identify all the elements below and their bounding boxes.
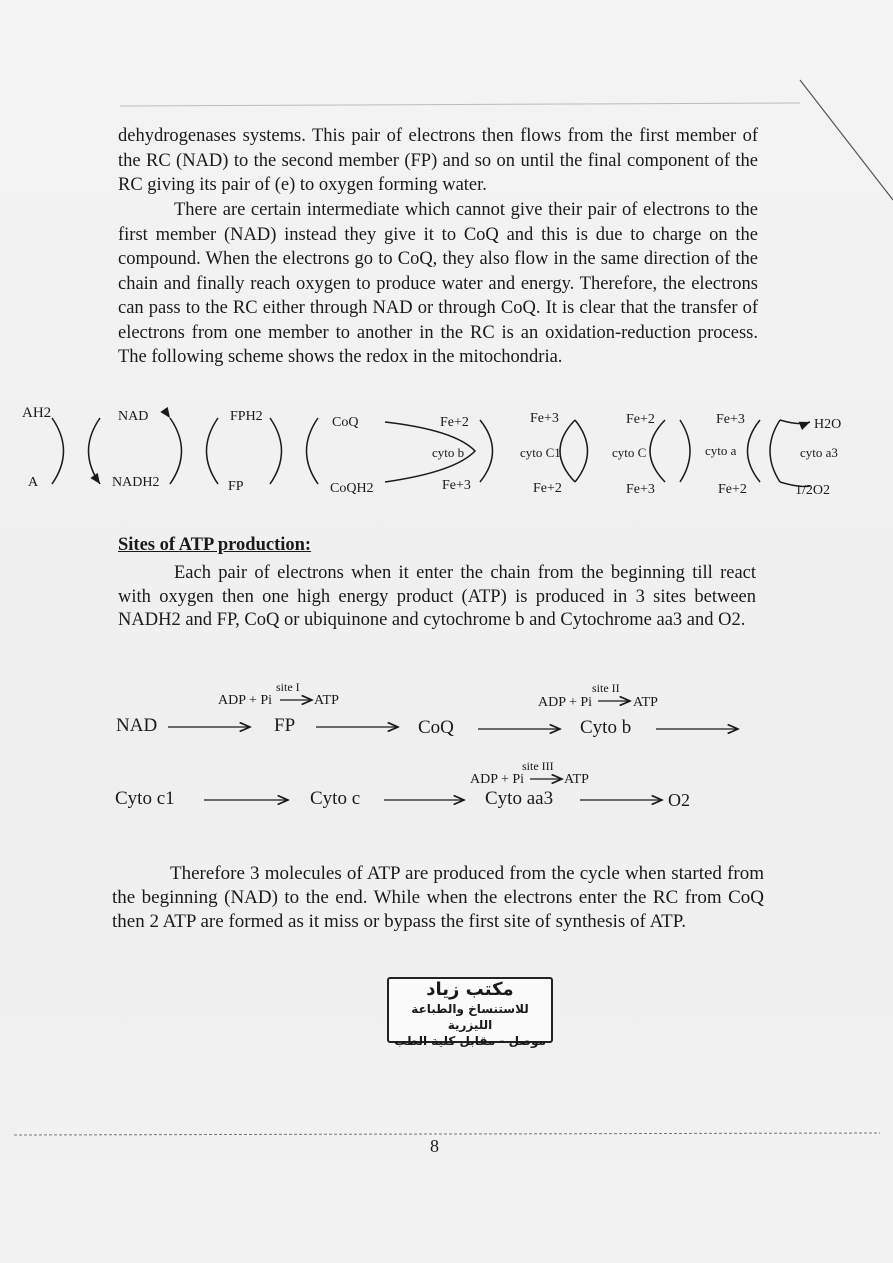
atp-sites-heading: Sites of ATP production: [118,535,312,555]
scheme-label-top: H2O [814,417,842,432]
chain-node: Cyto c [310,788,361,809]
scheme-label-bottom: Fe+2 [533,481,562,496]
scheme-label-top: Fe+2 [440,415,469,430]
scheme-label-top: NAD [118,409,149,424]
scheme-label-bottom: FP [228,479,244,494]
scheme-label-middle: cyto C [612,445,647,460]
paragraph-intermediates: There are certain intermediate which cannot give their pair of electrons to the first member (NAD) instead they give it to CoQ and this is due to charge on the compound. When the electrons go to CoQ, they also flow in the same direction of the chain and finally reach oxygen to produce water and energy. Therefore, the electrons can pass to the RC either through NAD or through CoQ. It is clear that the transfer of electrons from one member to another in the RC is an oxidation-reduction process. The following scheme shows the redox in the mitochondria. [118,200,758,367]
scheme-label-bottom: NADH2 [112,475,160,490]
print-shop-stamp [387,977,553,1048]
site-reaction-right: ATP [564,772,589,787]
site-reaction-right: ATP [633,695,658,710]
site-reaction-left: ADP + Pi [218,693,273,708]
scheme-label-top: Fe+2 [626,412,655,427]
scheme-label-bottom: A [28,475,39,490]
scheme-label-bottom: Fe+3 [626,482,655,497]
chain-node: NAD [116,715,158,736]
scheme-label-middle: cyto b [432,445,465,460]
scheme-label-top: AH2 [22,405,52,421]
site-reaction-left: ADP + Pi [470,772,525,787]
site-label: site III [522,759,554,773]
chain-node: Cyto aa3 [485,788,554,809]
stamp-line: مكتب زياد [426,979,514,1000]
chain-node: Cyto b [580,717,632,738]
scheme-label-bottom: CoQH2 [330,481,374,496]
page-number: 8 [430,1136,439,1156]
paragraph-continuation: dehydrogenases systems. This pair of electrons then flows from the first member of the RC (NAD) to the second member (FP) and so on until the final component of the RC giving its pair of (e) to oxygen forming water. [118,126,758,195]
scheme-label-top: FPH2 [230,409,263,424]
stamp-line: موصل - مقابل كلية الطب [394,1034,546,1048]
scheme-label-middle: cyto C1 [520,445,561,460]
scheme-label-bottom: Fe+2 [718,482,747,497]
scheme-label-bottom: 1/2O2 [795,483,830,498]
site-label: site II [592,681,620,695]
footer-rule [14,1133,880,1135]
scheme-label-middle: cyto a3 [800,445,838,460]
chain-node: Cyto c1 [115,788,175,809]
chain-node: FP [274,715,296,736]
chain-node: CoQ [418,717,454,738]
conclusion-paragraph: Therefore 3 molecules of ATP are produced from the cycle when started from the beginning (NAD) to the end. While when the electrons enter the RC from CoQ then 2 ATP are formed as it miss or bypass the first site of synthesis of ATP. [112,863,764,932]
scheme-label-top: Fe+3 [530,411,559,426]
atp-sites-paragraph: Each pair of electrons when it enter the chain from the beginning till react with oxygen then one high energy product (ATP) is produced in 3 sites between NADH2 and FP, CoQ or ubiquinone and cytochrome b and Cytochrome aa3 and O2. [118,563,756,630]
site-label: site I [276,680,300,694]
scheme-label-middle: cyto a [705,443,737,458]
site-reaction-right: ATP [314,693,339,708]
scheme-label-top: Fe+3 [716,412,745,427]
scheme-label-top: CoQ [332,415,359,430]
stamp-line: للاستنساخ والطباعة الليزرية [411,1002,529,1032]
site-reaction-left: ADP + Pi [538,695,593,710]
scheme-label-bottom: Fe+3 [442,478,471,493]
chain-node: O2 [668,790,690,810]
